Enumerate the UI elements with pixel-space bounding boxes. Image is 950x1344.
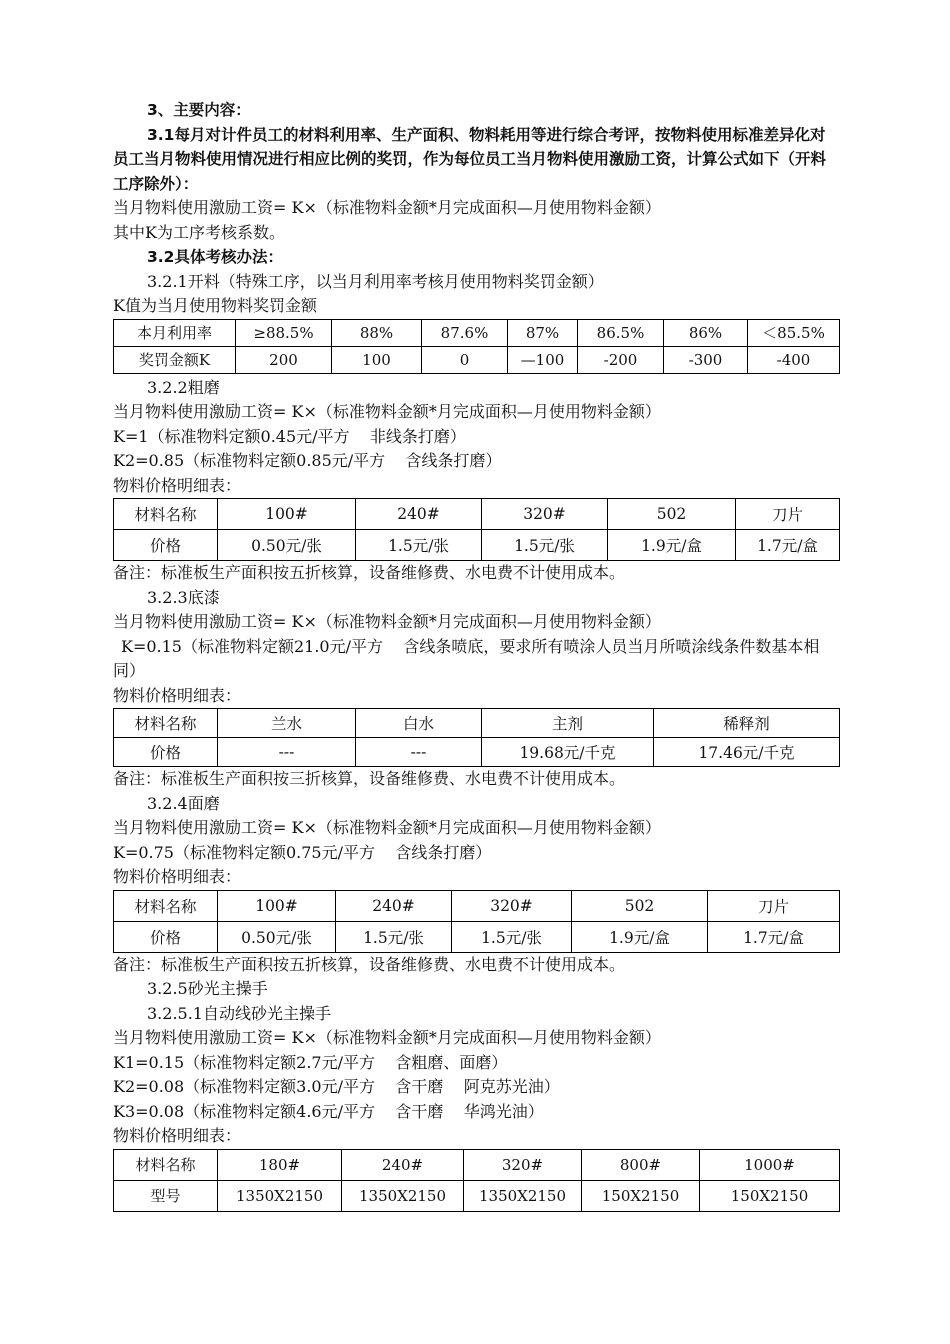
table-row xyxy=(114,346,840,373)
k-line: K=0.15（标准物料定额21.0元/平方 含线条喷底，要求所有喷涂人员当月所喷涂线条件数基本相同） xyxy=(113,636,820,680)
table-cell: 1.9元/盒 xyxy=(572,921,708,952)
table-row xyxy=(114,319,840,346)
table-cell: 1000# xyxy=(700,1149,840,1180)
table-cell: -200 xyxy=(578,346,664,373)
table-cell: 1.5元/张 xyxy=(482,530,608,561)
k-line: K1=0.15（标准物料定额2.7元/平方 含粗磨、面磨） xyxy=(113,1052,508,1072)
table-cell: 奖罚金额K xyxy=(114,346,236,373)
table-cell: 1.7元/盒 xyxy=(736,530,840,561)
table-row xyxy=(114,1149,840,1180)
table-row xyxy=(114,709,840,738)
table-cell: 800# xyxy=(582,1149,700,1180)
table-cell: 240# xyxy=(336,890,452,921)
table-cell: 320# xyxy=(452,890,572,921)
table-cell: 1.5元/张 xyxy=(452,921,572,952)
formula-line: 当月物料使用激励工资= K×（标准物料金额*月完成面积—月使用物料金额） xyxy=(113,1028,661,1047)
table-caption: 物料价格明细表： xyxy=(113,1126,242,1145)
table-cell: 价格 xyxy=(114,530,218,561)
heading-3-2-5-1: 3.2.5.1自动线砂光主操手 xyxy=(147,1003,331,1023)
table-cell: -400 xyxy=(748,346,840,373)
table-cell: 0 xyxy=(422,346,508,373)
table-cell: 240# xyxy=(356,499,482,530)
table-row xyxy=(114,921,840,952)
note-line: 备注：标准板生产面积按三折核算，设备维修费、水电费不计使用成本。 xyxy=(113,769,626,788)
table-cell: 1350X2150 xyxy=(342,1180,464,1211)
table-caption: 物料价格明细表： xyxy=(113,867,242,886)
note-line: 备注：标准板生产面积按五折核算，设备维修费、水电费不计使用成本。 xyxy=(113,563,626,582)
k-line: K=0.75（标准物料定额0.75元/平方 含线条打磨） xyxy=(113,842,492,862)
note-line: 备注：标准板生产面积按五折核算，设备维修费、水电费不计使用成本。 xyxy=(113,954,626,974)
table-cell: 150X2150 xyxy=(700,1180,840,1211)
table-cell: 19.68元/千克 xyxy=(482,738,654,767)
k-line: K2=0.08（标准物料定额3.0元/平方 含干磨 阿克苏光油） xyxy=(113,1077,560,1096)
table-cell: 1.7元/盒 xyxy=(708,921,840,952)
table-cell: 150X2150 xyxy=(582,1180,700,1211)
heading-3-2-2: 3.2.2粗磨 xyxy=(147,377,220,397)
table-cell: ≥88.5% xyxy=(236,319,332,346)
table-cell: 100# xyxy=(218,499,356,530)
table-cell: 材料名称 xyxy=(114,890,218,921)
table-cell: 180# xyxy=(218,1149,342,1180)
table-cell: 材料名称 xyxy=(114,1149,218,1180)
table-row xyxy=(114,890,840,921)
table-cell: 1.9元/盒 xyxy=(608,530,736,561)
k-line: K3=0.08（标准物料定额4.6元/平方 含干磨 华鸿光油） xyxy=(113,1101,544,1121)
formula-line: 当月物料使用激励工资= K×（标准物料金额*月完成面积—月使用物料金额） xyxy=(113,818,661,837)
table-cell: 价格 xyxy=(114,738,218,767)
table-cell: 320# xyxy=(464,1149,582,1180)
table-cell: 320# xyxy=(482,499,608,530)
table-cell: 刀片 xyxy=(708,890,840,921)
utilization-reward-table xyxy=(113,319,840,374)
table-cell: 本月利用率 xyxy=(114,319,236,346)
table-cell: 价格 xyxy=(114,921,218,952)
table-cell: 502 xyxy=(572,890,708,921)
k-note: 其中K为工序考核系数。 xyxy=(113,222,285,242)
table-cell: 200 xyxy=(236,346,332,373)
table-cell: 材料名称 xyxy=(114,499,218,530)
k-description: K值为当月使用物料奖罚金额 xyxy=(113,296,317,315)
table-cell: 材料名称 xyxy=(114,709,218,738)
table-cell: 刀片 xyxy=(736,499,840,530)
paragraph-3-1: 3.1每月对计件员工的材料利用率、生产面积、物料耗用等进行综合考评，按物料使用标准差异化对员工当月物料使用情况进行相应比例的奖罚，作为每位员工当月物料使用激励工资，计算公式如下（开料工序除外）： xyxy=(113,125,827,193)
heading-3-2-3: 3.2.3底漆 xyxy=(147,587,220,607)
table-cell: 100 xyxy=(332,346,422,373)
price-table-coarse-sanding xyxy=(113,498,840,561)
table-row xyxy=(114,1180,840,1211)
heading-3-2-1: 3.2.1开料（特殊工序，以当月利用率考核月使用物料奖罚金额） xyxy=(147,271,604,291)
table-cell: 0.50元/张 xyxy=(218,530,356,561)
table-cell: 87% xyxy=(508,319,578,346)
table-cell: --- xyxy=(356,738,482,767)
k-line: K2=0.85（标准物料定额0.85元/平方 含线条打磨） xyxy=(113,451,502,470)
heading-3-2: 3.2具体考核办法： xyxy=(147,248,283,266)
heading-3-2-5: 3.2.5砂光主操手 xyxy=(147,979,268,998)
table-cell: 17.46元/千克 xyxy=(654,738,840,767)
table-row xyxy=(114,530,840,561)
table-caption: 物料价格明细表： xyxy=(113,475,242,495)
table-cell: —100 xyxy=(508,346,578,373)
table-cell: --- xyxy=(218,738,356,767)
price-table-primer xyxy=(113,708,840,767)
table-cell: 240# xyxy=(342,1149,464,1180)
heading-3-2-4: 3.2.4面磨 xyxy=(147,793,220,813)
table-cell: 1.5元/张 xyxy=(336,921,452,952)
table-cell: -300 xyxy=(664,346,748,373)
table-cell: 稀释剂 xyxy=(654,709,840,738)
price-table-face-sanding xyxy=(113,890,840,953)
table-caption: 物料价格明细表： xyxy=(113,685,242,705)
k-line: K=1（标准物料定额0.45元/平方 非线条打磨） xyxy=(113,426,466,446)
table-cell: 88% xyxy=(332,319,422,346)
formula-line: 当月物料使用激励工资= K×（标准物料金额*月完成面积—月使用物料金额） xyxy=(113,612,661,631)
table-cell: 100# xyxy=(218,890,336,921)
table-cell: ＜85.5% xyxy=(748,319,840,346)
table-cell: 1350X2150 xyxy=(464,1180,582,1211)
table-cell: 1.5元/张 xyxy=(356,530,482,561)
table-cell: 86% xyxy=(664,319,748,346)
table-cell: 兰水 xyxy=(218,709,356,738)
section-heading: 3、主要内容： xyxy=(147,101,251,119)
table-row xyxy=(114,499,840,530)
table-cell: 87.6% xyxy=(422,319,508,346)
table-cell: 白水 xyxy=(356,709,482,738)
table-cell: 主剂 xyxy=(482,709,654,738)
table-cell: 86.5% xyxy=(578,319,664,346)
table-cell: 1350X2150 xyxy=(218,1180,342,1211)
document-page xyxy=(113,98,839,1212)
model-table-sanding-operator xyxy=(113,1149,840,1212)
table-cell: 0.50元/张 xyxy=(218,921,336,952)
formula-line: 当月物料使用激励工资= K×（标准物料金额*月完成面积—月使用物料金额） xyxy=(113,198,661,217)
table-row xyxy=(114,738,840,767)
formula-line: 当月物料使用激励工资= K×（标准物料金额*月完成面积—月使用物料金额） xyxy=(113,402,661,421)
table-cell: 502 xyxy=(608,499,736,530)
table-cell: 型号 xyxy=(114,1180,218,1211)
